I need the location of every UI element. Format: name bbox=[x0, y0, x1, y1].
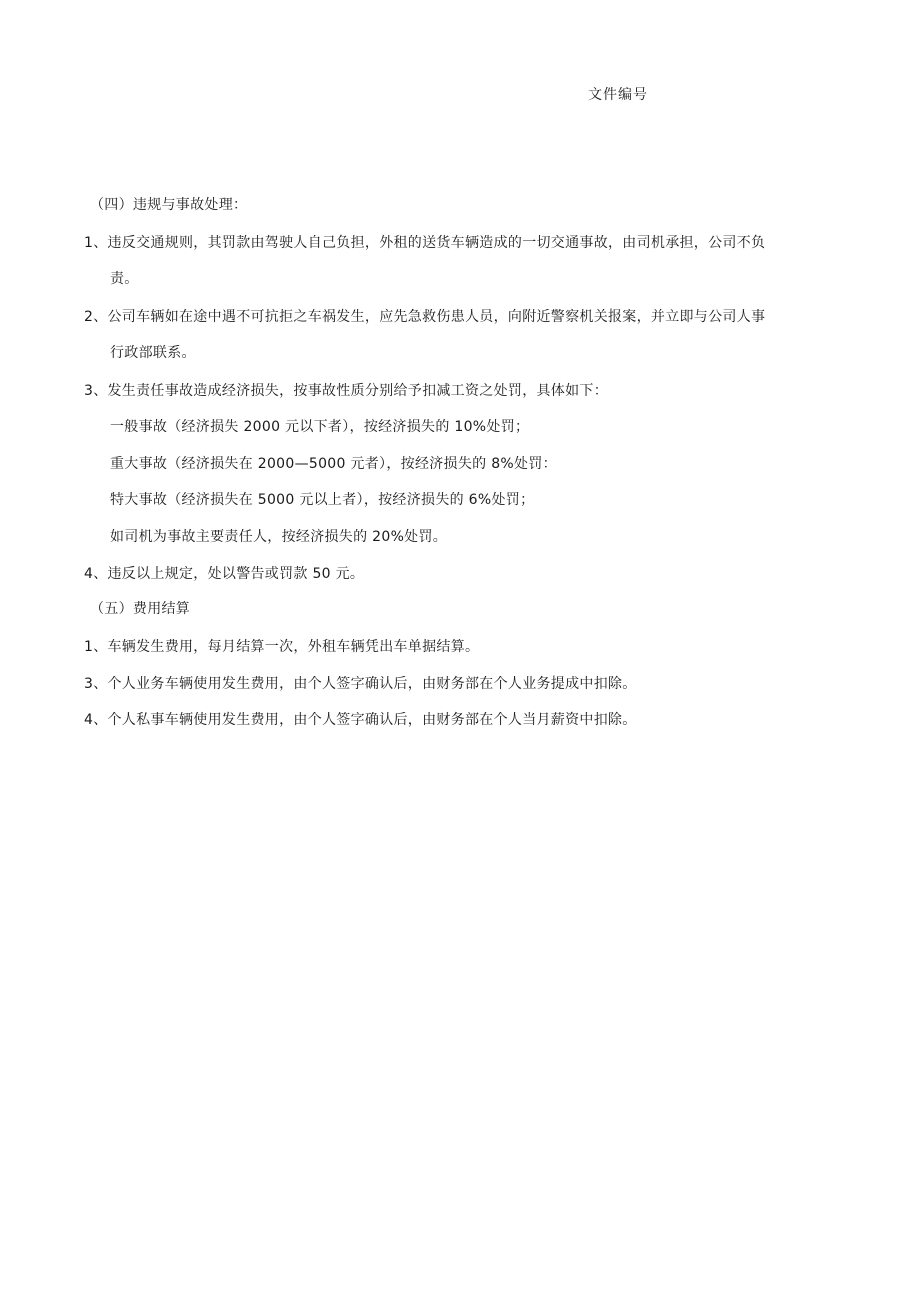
section-4-item-3-sub-1: 一般事故（经济损失 2000 元以下者），按经济损失的 10%处罚； bbox=[110, 419, 530, 435]
section-5-item-1: 1、车辆发生费用，每月结算一次，外租车辆凭出车单据结算。 bbox=[84, 639, 480, 655]
section-4-title: （四）违规与事故处理： bbox=[90, 197, 248, 213]
section-4-item-2-line-1: 2、公司车辆如在途中遇不可抗拒之车祸发生，应先急救伤患人员，向附近警察机关报案，并立即与公司人事 bbox=[84, 309, 766, 325]
section-4-item-1-line-2: 责。 bbox=[110, 271, 139, 287]
section-4-item-3-sub-3: 特大事故（经济损失在 5000 元以上者），按经济损失的 6%处罚； bbox=[110, 492, 535, 508]
section-4-item-3-sub-4: 如司机为事故主要责任人，按经济损失的 20%处罚。 bbox=[110, 529, 448, 545]
section-5-title: （五）费用结算 bbox=[90, 601, 191, 617]
section-4-item-3-sub-2: 重大事故（经济损失在 2000—5000 元者），按经济损失的 8%处罚： bbox=[110, 456, 557, 472]
section-4-item-1-line-1: 1、违反交通规则，其罚款由驾驶人自己负担，外租的送货车辆造成的一切交通事故，由司机承担，公司不负 bbox=[84, 235, 766, 251]
document-number-label: 文件编号 bbox=[588, 87, 648, 103]
section-4-item-4: 4、违反以上规定，处以警告或罚款 50 元。 bbox=[84, 566, 365, 582]
section-5-item-4: 4、个人私事车辆使用发生费用，由个人签字确认后，由财务部在个人当月薪资中扣除。 bbox=[84, 712, 637, 728]
section-4-item-3-line-1: 3、发生责任事故造成经济损失，按事故性质分别给予扣减工资之处罚，具体如下： bbox=[84, 383, 609, 399]
section-4-item-2-line-2: 行政部联系。 bbox=[110, 345, 196, 361]
section-5-item-3: 3、个人业务车辆使用发生费用，由个人签字确认后，由财务部在个人业务提成中扣除。 bbox=[84, 676, 637, 692]
